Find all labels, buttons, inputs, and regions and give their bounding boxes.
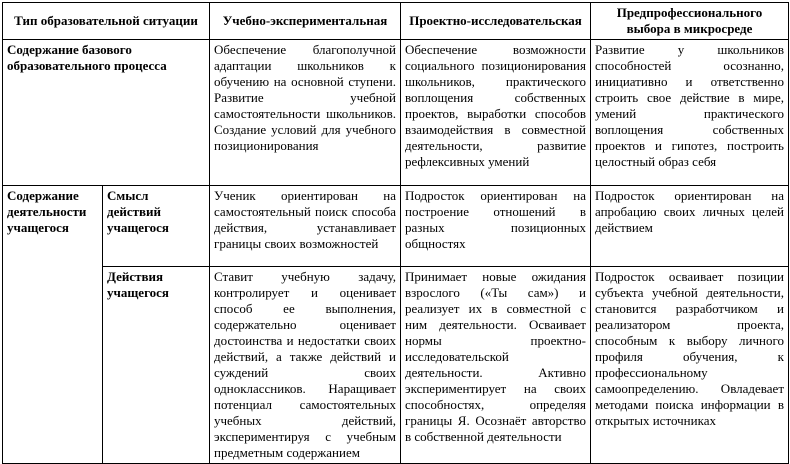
- header-col-situation-type: Тип образовательной ситуации: [3, 3, 210, 40]
- row-label-meaning-of-actions: Смысл действий учащегося: [103, 186, 210, 267]
- row-label-base-process: Содержание базового образовательного процесса: [3, 40, 210, 186]
- cell-base-project-research: Обеспечение возможности социального позиционирования школьников, практического воплощения собственных проектов, выработки способов взаимодействия в совместной деятельности, развитие рефлексивных умений: [401, 40, 591, 186]
- header-col-project-research: Проектно-исследовательская: [401, 3, 591, 40]
- row-meaning-of-actions: [3, 186, 789, 267]
- cell-actions-project-research: Принимает новые ожидания взрослого («Ты сам») и реализует их в совместной с ним деятельности. Осваивает нормы проектно-исследовательской деятельности. Активно экспериментирует на своих способностях, определяя границы Я. Осознаёт авторство в собственной деятельности: [401, 267, 591, 464]
- header-col-preprofessional: Предпрофессионального выбора в микросреде: [591, 3, 789, 40]
- cell-base-experimental: Обеспечение благополучной адаптации школьников к обучению на основной ступени. Развитие учебной самостоятельности школьников. Создание условий для учебного позиционирования: [210, 40, 401, 186]
- row-base-process: [3, 40, 789, 186]
- table-header-row: [3, 3, 789, 40]
- row-label-student-actions: Действия учащегося: [103, 267, 210, 464]
- row-student-actions: [3, 267, 789, 464]
- row-label-activity-content: Содержание деятельности учащегося: [3, 186, 103, 464]
- cell-meaning-preprofessional: Подросток ориентирован на апробацию своих личных целей действием: [591, 186, 789, 267]
- cell-base-preprofessional: Развитие у школьников способностей осознанно, инициативно и ответственно строить свое действие в мире, умений практического воплощения собственных проектов и гипотез, построить целостный образ себя: [591, 40, 789, 186]
- cell-actions-experimental: Ставит учебную задачу, контролирует и оценивает способ ее выполнения, содержательно оценивает достоинства и недостатки своих действий, а также действий и суждений своих одноклассников. Наращивает потенциал самостоятельных учебных действий, экспериментируя с учебным предметным содержанием: [210, 267, 401, 464]
- cell-meaning-project-research: Подросток ориентирован на построение отношений в разных позиционных общностях: [401, 186, 591, 267]
- education-situation-table: [2, 2, 789, 464]
- cell-actions-preprofessional: Подросток осваивает позиции субъекта учебной деятельности, становится разработчиком и реализатором проекта, способным к выбору личного профиля обучения, к профессиональному самоопределению. Овладевает методами поиска информации в открытых источниках: [591, 267, 789, 464]
- header-col-experimental: Учебно-экспериментальная: [210, 3, 401, 40]
- cell-meaning-experimental: Ученик ориентирован на самостоятельный поиск способа действия, устанавливает границы своих возможностей: [210, 186, 401, 267]
